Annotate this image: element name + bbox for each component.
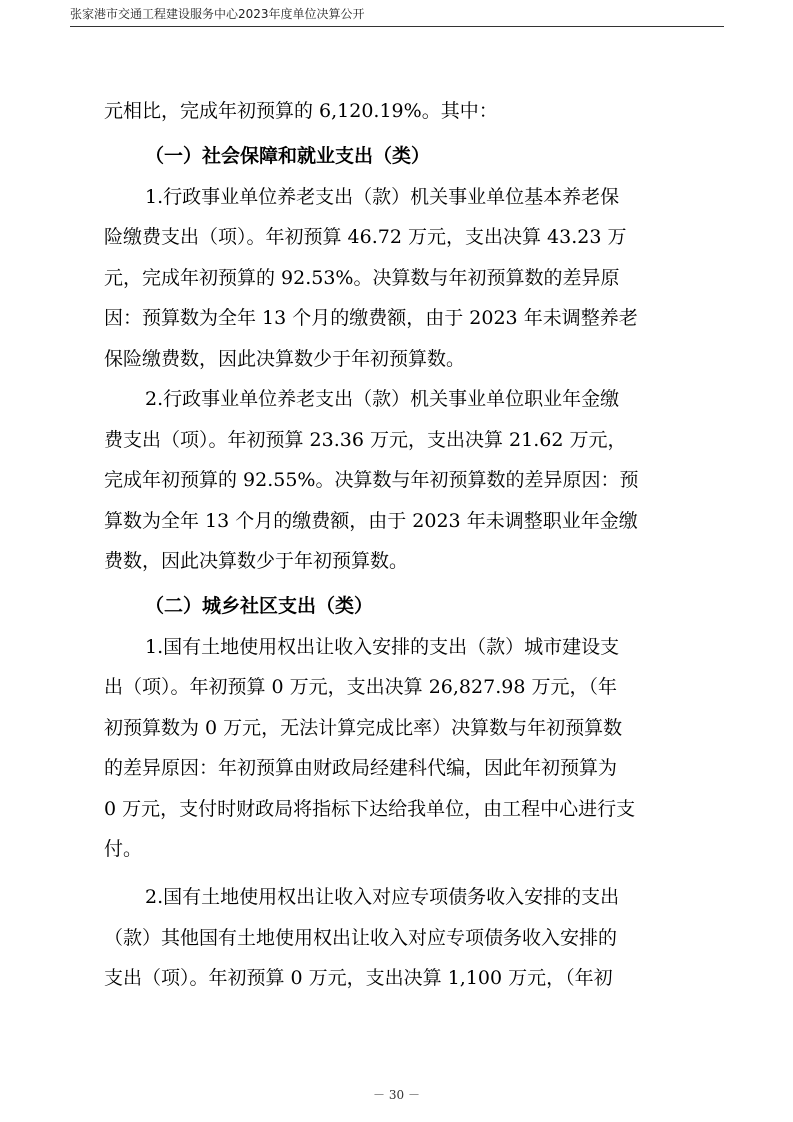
paragraph-line: 0 万元，支付时财政局将指标下达给我单位，由工程中心进行支 xyxy=(104,798,636,820)
paragraph-line: 的差异原因：年初预算由财政局经建科代编，因此年初预算为 xyxy=(104,757,618,779)
paragraph-line: 费支出（项）。年初预算 23.36 万元，支出决算 21.62 万元， xyxy=(104,429,627,451)
paragraph-line: 支出（项）。年初预算 0 万元，支出决算 1,100 万元，（年初 xyxy=(104,967,613,989)
paragraph-line: 完成年初预算的 92.55%。决算数与年初预算数的差异原因：预 xyxy=(104,469,639,491)
paragraph-line: 险缴费支出（项）。年初预算 46.72 万元，支出决算 43.23 万 xyxy=(104,226,627,248)
page-number: － 30 － xyxy=(373,1088,420,1102)
paragraph-line: 1.行政事业单位养老支出（款）机关事业单位基本养老保 xyxy=(145,186,620,208)
paragraph-line: 2.国有土地使用权出让收入对应专项债务收入安排的支出 xyxy=(145,886,620,908)
paragraph-line: 算数为全年 13 个月的缴费额，由于 2023 年未调整职业年金缴 xyxy=(104,510,638,532)
header-divider xyxy=(70,26,724,27)
paragraph-line: （款）其他国有土地使用权出让收入对应专项债务收入安排的 xyxy=(104,927,618,949)
paragraph-line: 付。 xyxy=(104,838,143,860)
section-heading: （二）城乡社区支出（类） xyxy=(145,595,374,617)
paragraph-line: 费数，因此决算数少于年初预算数。 xyxy=(104,550,409,572)
paragraph-line: 2.行政事业单位养老支出（款）机关事业单位职业年金缴 xyxy=(145,388,620,410)
paragraph-line: 保险缴费数，因此决算数少于年初预算数。 xyxy=(104,348,466,370)
section-heading: （一）社会保障和就业支出（类） xyxy=(145,145,431,167)
paragraph-line: 出（项）。年初预算 0 万元，支出决算 26,827.98 万元，（年 xyxy=(104,676,617,698)
paragraph-line: 因：预算数为全年 13 个月的缴费额，由于 2023 年未调整养老 xyxy=(104,307,638,329)
paragraph-line: 元，完成年初预算的 92.53%。决算数与年初预算数的差异原 xyxy=(104,267,620,289)
paragraph-line: 1.国有土地使用权出让收入安排的支出（款）城市建设支 xyxy=(145,636,620,658)
paragraph-line: 初预算数为 0 万元，无法计算完成比率）决算数与年初预算数 xyxy=(104,717,623,739)
paragraph-line: 元相比，完成年初预算的 6,120.19%。其中： xyxy=(104,100,498,122)
header-title: 张家港市交通工程建设服务中心2023年度单位决算公开 xyxy=(70,7,365,21)
